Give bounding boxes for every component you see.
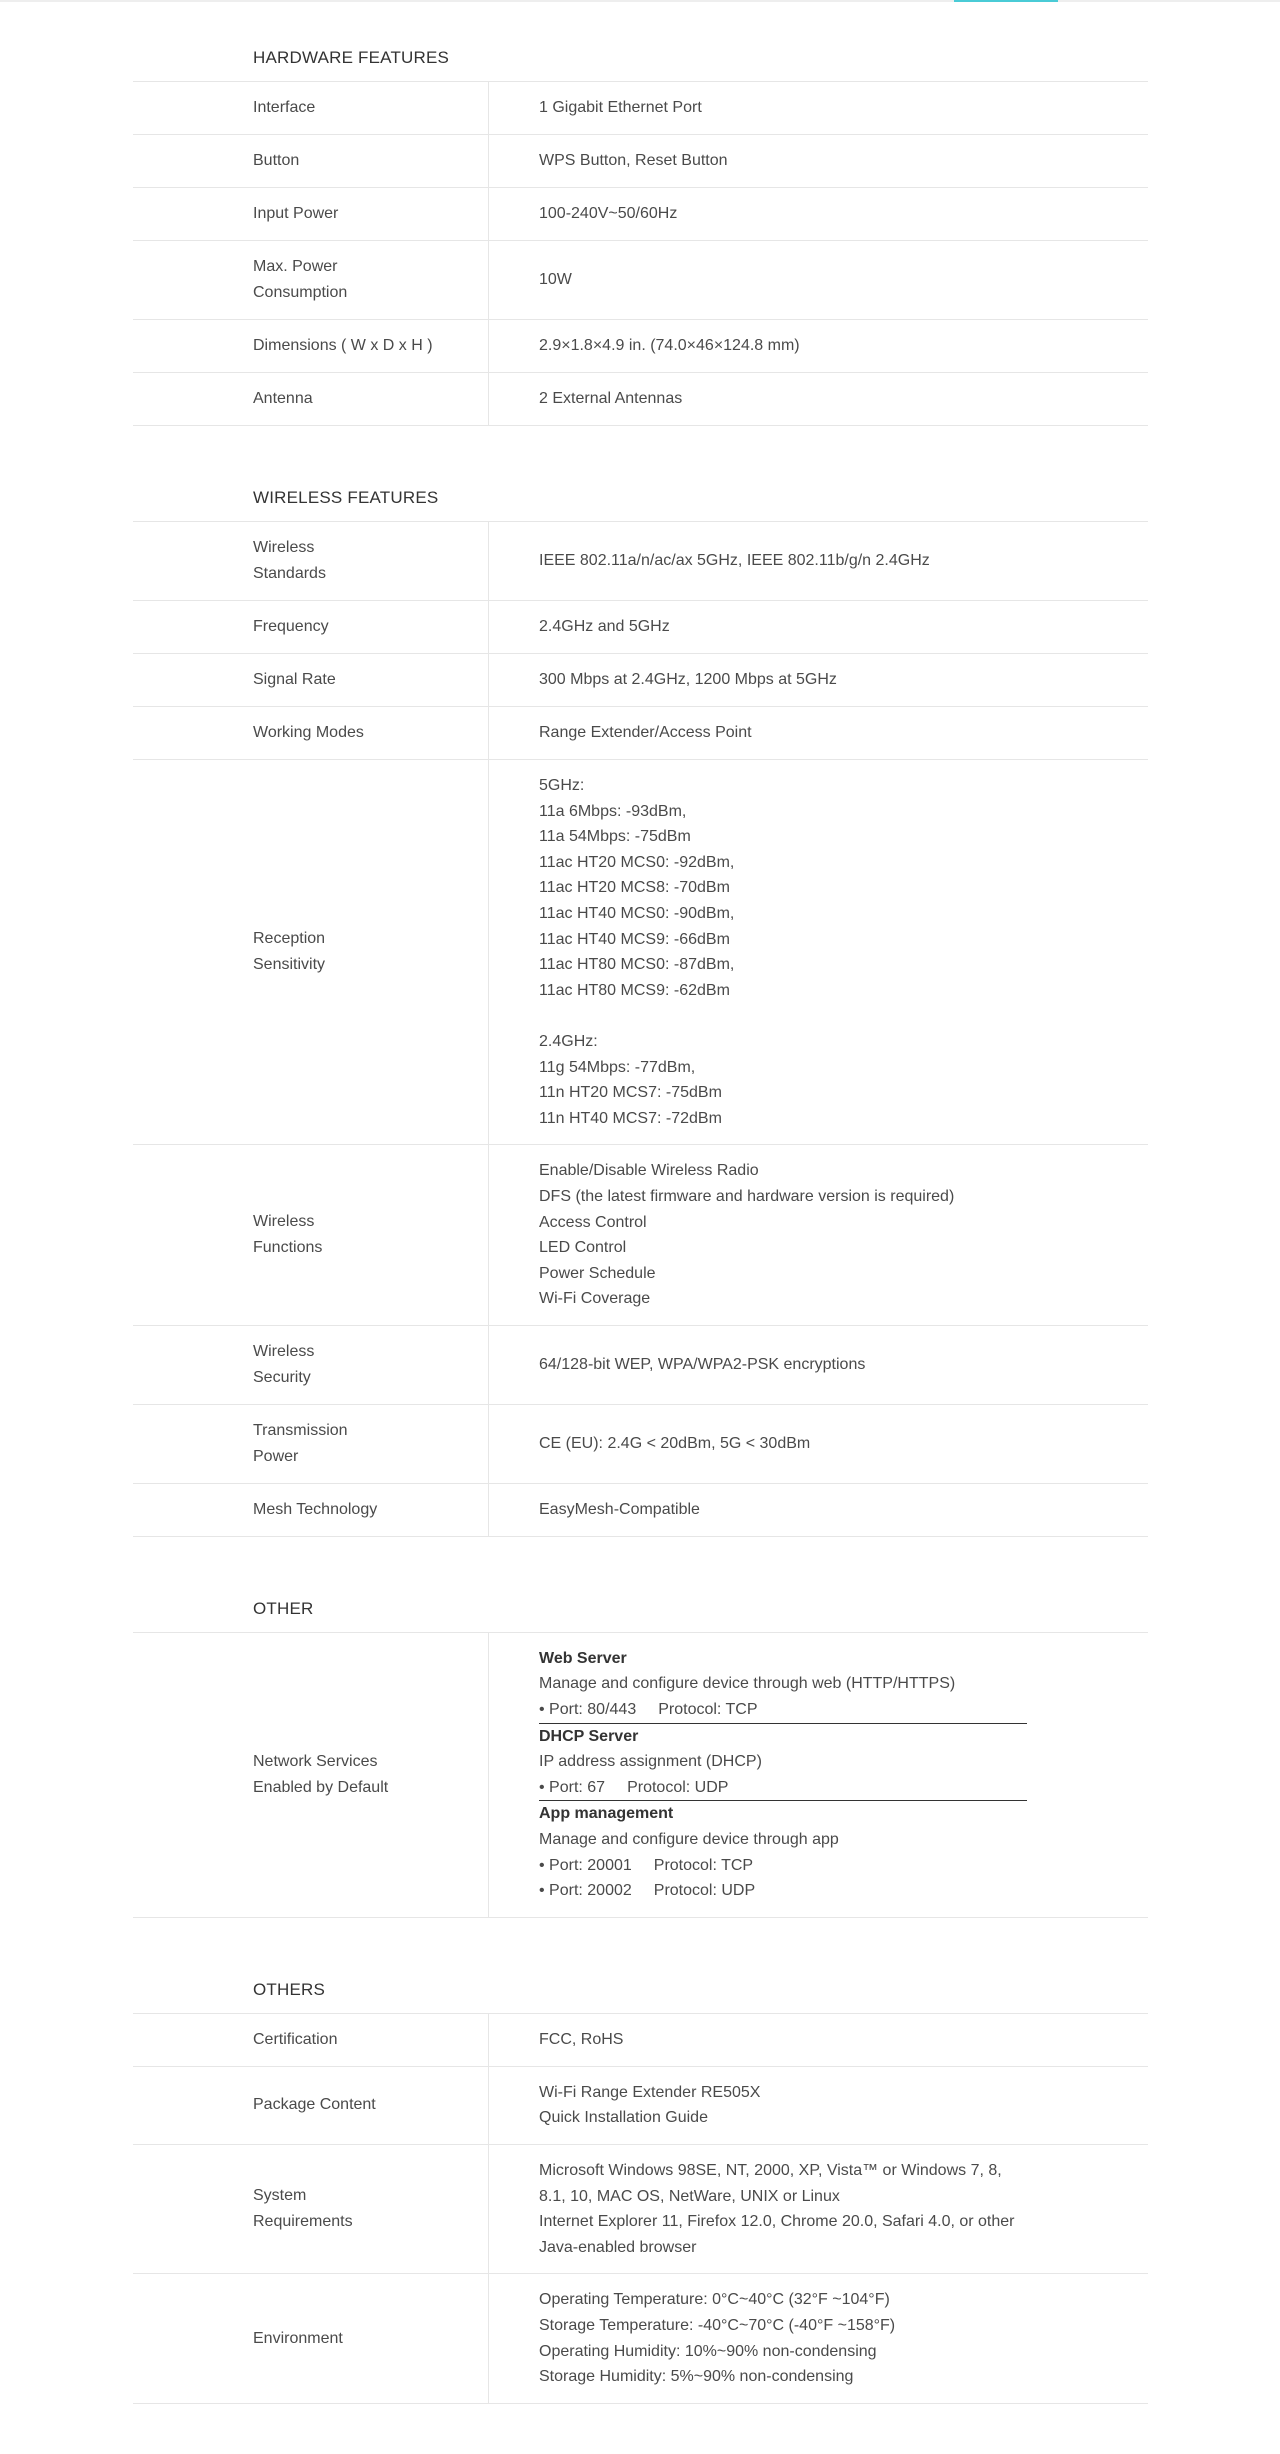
spec-value xyxy=(489,760,1148,1144)
spec-row-max-power-consumption xyxy=(133,241,1148,320)
header-bottom-border xyxy=(0,0,1280,2)
spec-label-text: Environment xyxy=(253,2329,343,2347)
spec-label xyxy=(133,2014,489,2066)
spec-value-line: Operating Temperature: 0°C~40°C (32°F ~104°F) xyxy=(539,2291,890,2309)
spec-value-line: EasyMesh-Compatible xyxy=(539,1501,700,1519)
spec-value xyxy=(489,135,1148,187)
spec-value-line: 11ac HT80 MCS0: -87dBm, xyxy=(539,956,735,974)
spec-value xyxy=(489,373,1148,425)
spec-value xyxy=(489,522,1148,600)
spec-value-line: 11a 54Mbps: -75dBm xyxy=(539,828,691,846)
spec-value xyxy=(489,2145,1148,2273)
section-wireless-features xyxy=(133,476,1148,1537)
spec-value-line: FCC, RoHS xyxy=(539,2031,624,2049)
spec-row-frequency xyxy=(133,601,1148,654)
spec-value-line: Quick Installation Guide xyxy=(539,2109,708,2127)
specifications-table xyxy=(133,36,1148,2454)
spec-row-input-power xyxy=(133,188,1148,241)
spec-row-wireless-security xyxy=(133,1326,1148,1405)
spec-value-line: 11ac HT40 MCS9: -66dBm xyxy=(539,930,730,948)
spec-label xyxy=(133,707,489,759)
service-name: Web Server xyxy=(539,1649,627,1667)
spec-row-working-modes xyxy=(133,707,1148,760)
spec-label xyxy=(133,522,489,600)
spec-value-line: IEEE 802.11a/n/ac/ax 5GHz, IEEE 802.11b/g/n 2.4GHz xyxy=(539,552,930,570)
spec-value-line: 5GHz: xyxy=(539,777,585,794)
spec-label xyxy=(133,1145,489,1325)
spec-value-line xyxy=(539,1003,1098,1029)
spec-value-line: 64/128-bit WEP, WPA/WPA2-PSK encryptions xyxy=(539,1356,866,1374)
spec-value-line: LED Control xyxy=(539,1239,627,1257)
spec-label xyxy=(133,1326,489,1404)
spec-value-line: Power Schedule xyxy=(539,1264,656,1282)
service-port-line xyxy=(539,1853,1027,1879)
spec-label xyxy=(133,654,489,706)
spec-label-text: Mesh Technology xyxy=(253,1500,378,1518)
section-other xyxy=(133,1587,1148,1918)
spec-value xyxy=(489,82,1148,134)
spec-label xyxy=(133,373,489,425)
spec-row-transmission-power xyxy=(133,1405,1148,1484)
service-port-line xyxy=(539,1878,1027,1904)
spec-label xyxy=(133,135,489,187)
section-title: HARDWARE FEATURES xyxy=(133,36,1148,82)
spec-value-line: 11ac HT40 MCS0: -90dBm, xyxy=(539,904,735,922)
service-dhcp-server xyxy=(539,1724,1027,1802)
spec-label xyxy=(133,1405,489,1483)
spec-value xyxy=(489,1145,1148,1325)
service-description: Manage and configure device through app xyxy=(539,1831,839,1849)
spec-value-line: WPS Button, Reset Button xyxy=(539,152,728,170)
service-description: Manage and configure device through web (HTTP/HTTPS) xyxy=(539,1675,956,1693)
spec-row-button xyxy=(133,135,1148,188)
spec-label xyxy=(133,1633,489,1917)
spec-label xyxy=(133,188,489,240)
section-title: OTHER xyxy=(133,1587,1148,1633)
spec-label-text: Frequency xyxy=(253,618,329,635)
spec-value xyxy=(489,2014,1148,2066)
spec-value xyxy=(489,320,1148,372)
spec-label-text: Interface xyxy=(253,99,316,116)
spec-value-line: 10W xyxy=(539,271,572,289)
spec-value-line: 11g 54Mbps: -77dBm, xyxy=(539,1058,696,1076)
spec-value-line: 100-240V~50/60Hz xyxy=(539,205,678,223)
spec-value-line: Range Extender/Access Point xyxy=(539,724,752,742)
spec-label xyxy=(133,2274,489,2402)
spec-row-interface xyxy=(133,82,1148,135)
spec-row-mesh-technology xyxy=(133,1484,1148,1537)
spec-row-dimensions-w-x-d-x-h xyxy=(133,320,1148,373)
spec-label-text: Wireless Security xyxy=(253,1342,315,1386)
spec-value xyxy=(489,1484,1148,1536)
spec-label-text: Certification xyxy=(253,2030,338,2048)
spec-row-wireless-standards xyxy=(133,522,1148,601)
spec-label-text: Wireless Standards xyxy=(253,539,326,582)
service-description: IP address assignment (DHCP) xyxy=(539,1753,762,1771)
spec-label-text: System Requirements xyxy=(253,2187,353,2231)
service-port: • Port: 67 xyxy=(539,1778,606,1796)
spec-label-text: Signal Rate xyxy=(253,671,336,688)
spec-value xyxy=(489,241,1148,319)
spec-value-line: 11n HT20 MCS7: -75dBm xyxy=(539,1084,722,1102)
spec-value-line: 2.9×1.8×4.9 in. (74.0×46×124.8 mm) xyxy=(539,337,800,355)
spec-label-text: Working Modes xyxy=(253,724,364,741)
spec-label-text: Reception Sensitivity xyxy=(253,930,326,974)
spec-value-line: 2.4GHz: xyxy=(539,1032,598,1050)
spec-label-text: Network Services Enabled by Default xyxy=(253,1752,389,1796)
service-protocol: Protocol: TCP xyxy=(658,1701,758,1719)
spec-label-text: Dimensions ( W x D x H ) xyxy=(253,337,433,354)
spec-label xyxy=(133,2145,489,2273)
spec-value-line: Storage Humidity: 5%~90% non-condensing xyxy=(539,2368,854,2386)
spec-value-line: Microsoft Windows 98SE, NT, 2000, XP, Vista™ or Windows 7, 8, 8.1, 10, MAC OS, NetWare, UNIX or Linux xyxy=(539,2162,1002,2205)
spec-label xyxy=(133,760,489,1144)
spec-value xyxy=(489,707,1148,759)
service-port: • Port: 20001 xyxy=(539,1856,632,1874)
spec-value xyxy=(489,654,1148,706)
spec-value-line: 2 External Antennas xyxy=(539,390,683,408)
spec-value-line: 11n HT40 MCS7: -72dBm xyxy=(539,1109,722,1127)
spec-value xyxy=(489,2067,1148,2144)
section-others xyxy=(133,1968,1148,2404)
spec-value-line: 11ac HT80 MCS9: -62dBm xyxy=(539,981,730,999)
spec-row-network-services xyxy=(133,1633,1148,1918)
spec-value-line: 1 Gigabit Ethernet Port xyxy=(539,99,702,117)
section-title: WIRELESS FEATURES xyxy=(133,476,1148,522)
spec-label xyxy=(133,1484,489,1536)
service-web-server xyxy=(539,1646,1027,1724)
spec-label xyxy=(133,320,489,372)
spec-row-certification xyxy=(133,2014,1148,2067)
service-name: DHCP Server xyxy=(539,1727,639,1745)
spec-value-line: Wi-Fi Range Extender RE505X xyxy=(539,2083,761,2101)
spec-label-text: Max. Power Consumption xyxy=(253,258,348,301)
spec-label-text: Wireless Functions xyxy=(253,1213,323,1257)
spec-label xyxy=(133,601,489,653)
spec-value xyxy=(489,2274,1148,2402)
spec-value xyxy=(489,601,1148,653)
spec-value-line: CE (EU): 2.4G < 20dBm, 5G < 30dBm xyxy=(539,1435,811,1453)
spec-label-text: Antenna xyxy=(253,390,313,407)
spec-value xyxy=(489,1405,1148,1483)
service-protocol: Protocol: TCP xyxy=(653,1856,754,1874)
spec-value-line: Storage Temperature: -40°C~70°C (-40°F ~158°F) xyxy=(539,2316,896,2334)
section-hardware-features xyxy=(133,36,1148,426)
active-tab-indicator xyxy=(954,0,1058,2)
spec-value-line: 11ac HT20 MCS0: -92dBm, xyxy=(539,853,735,871)
spec-label-text: Package Content xyxy=(253,2096,376,2114)
spec-value-line: Wi-Fi Coverage xyxy=(539,1290,651,1308)
spec-value-line: Internet Explorer 11, Firefox 12.0, Chrome 20.0, Safari 4.0, or other Java-enabled browser xyxy=(539,2213,1015,2256)
spec-value-line: Enable/Disable Wireless Radio xyxy=(539,1162,759,1180)
spec-value-line: DFS (the latest firmware and hardware version is required) xyxy=(539,1187,955,1205)
spec-value xyxy=(489,1326,1148,1404)
service-name: App management xyxy=(539,1805,674,1823)
spec-label-text: Transmission Power xyxy=(253,1421,348,1465)
spec-row-wireless-functions xyxy=(133,1145,1148,1326)
spec-row-system-requirements xyxy=(133,2145,1148,2274)
spec-value xyxy=(489,188,1148,240)
section-title: OTHERS xyxy=(133,1968,1148,2014)
spec-value-line: Access Control xyxy=(539,1213,647,1231)
spec-label xyxy=(133,82,489,134)
spec-value-line: 300 Mbps at 2.4GHz, 1200 Mbps at 5GHz xyxy=(539,671,837,689)
spec-row-package-content xyxy=(133,2067,1148,2145)
service-port-line xyxy=(539,1697,1027,1723)
service-protocol: Protocol: UDP xyxy=(653,1882,756,1900)
spec-value-line: 11ac HT20 MCS8: -70dBm xyxy=(539,879,730,897)
spec-row-reception-sensitivity xyxy=(133,760,1148,1145)
spec-row-signal-rate xyxy=(133,654,1148,707)
spec-value-line: Operating Humidity: 10%~90% non-condensing xyxy=(539,2342,877,2360)
spec-label-text: Button xyxy=(253,152,300,169)
spec-value xyxy=(489,1633,1148,1917)
spec-row-environment xyxy=(133,2274,1148,2403)
spec-value-line: 11a 6Mbps: -93dBm, xyxy=(539,802,687,820)
service-port-line xyxy=(539,1775,1027,1801)
service-port: • Port: 20002 xyxy=(539,1882,632,1900)
service-port: • Port: 80/443 xyxy=(539,1701,637,1719)
spec-label-text: Input Power xyxy=(253,205,339,222)
service-protocol: Protocol: UDP xyxy=(627,1778,729,1796)
service-app-management xyxy=(539,1801,1027,1903)
spec-value-line: 2.4GHz and 5GHz xyxy=(539,618,670,636)
spec-row-antenna xyxy=(133,373,1148,426)
spec-label xyxy=(133,2067,489,2144)
spec-label xyxy=(133,241,489,319)
